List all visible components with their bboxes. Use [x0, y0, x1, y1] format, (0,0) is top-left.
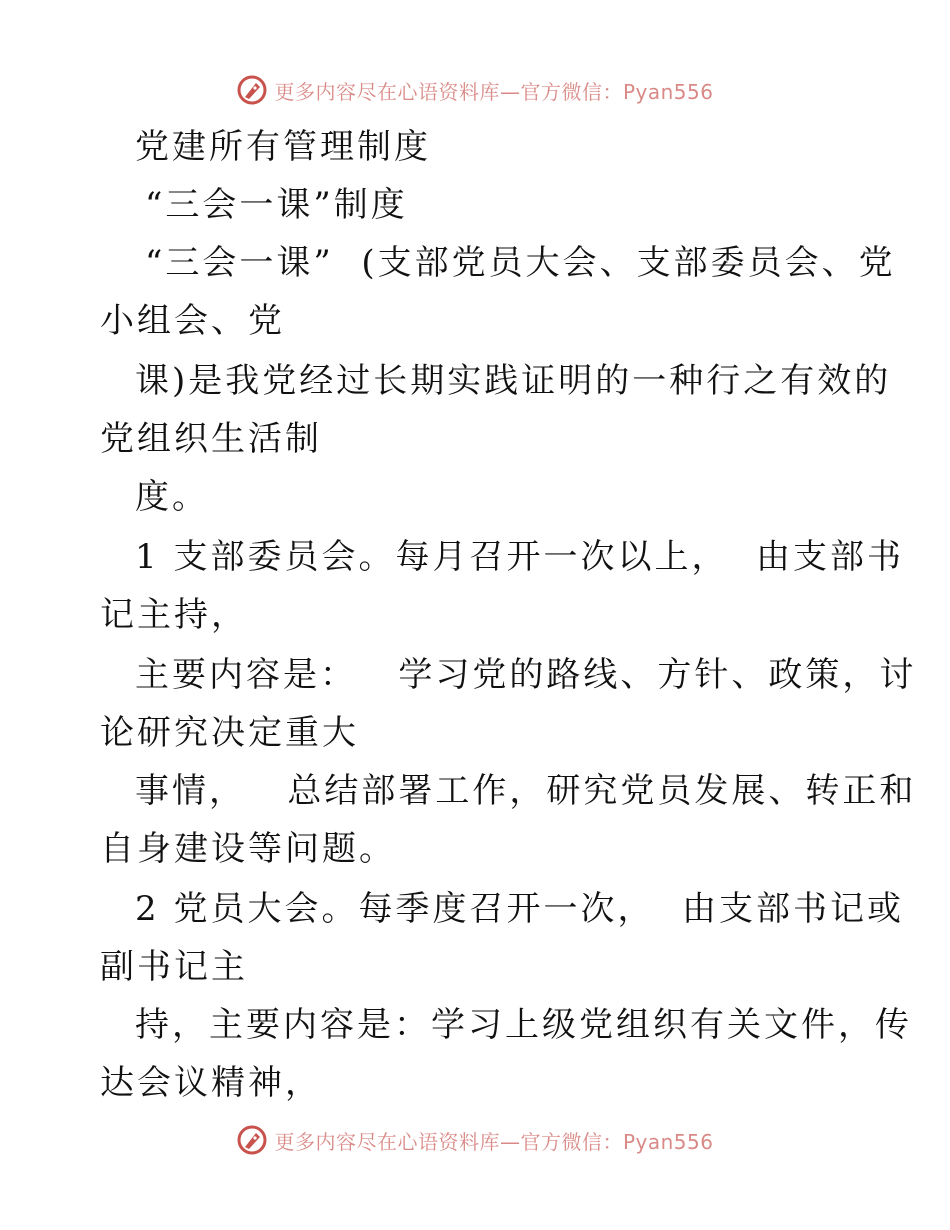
paragraph-line: 事情， 总结部署工作，研究党员发展、转正和: [135, 771, 917, 811]
paragraph-line: 持，主要内容是：学习上级党组织有关文件，传: [135, 1005, 912, 1045]
paragraph-line: 达会议精神，: [100, 1063, 322, 1103]
footer-watermark: [0, 1120, 950, 1160]
watermark-text: 更多内容尽在心语资料库—官方微信：Pyan556: [274, 1129, 714, 1154]
paragraph-line: 小组会、党: [100, 301, 285, 341]
paragraph-line: 记主持，: [100, 595, 248, 635]
paragraph-line: 主要内容是： 学习党的路线、方针、政策，讨: [135, 655, 917, 695]
paragraph-line: 党组织生活制: [100, 419, 322, 459]
paragraph-line: 论研究决定重大: [100, 713, 359, 753]
section-heading: “三会一课”制度: [145, 185, 408, 225]
pen-nib-logo-icon: [236, 1124, 268, 1156]
paragraph-line: “三会一课” (支部党员大会、支部委员会、党: [145, 243, 896, 283]
paragraph-line: 1 支部委员会。每月召开一次以上， 由支部书: [135, 537, 905, 577]
paragraph-line: 自身建设等问题。: [100, 829, 396, 869]
paragraph-line: 2 党员大会。每季度召开一次， 由支部书记或: [135, 889, 905, 929]
document-title: 党建所有管理制度: [135, 127, 431, 167]
paragraph-line: 课)是我党经过长期实践证明的一种行之有效的: [135, 361, 892, 401]
watermark-text: 更多内容尽在心语资料库—官方微信：Pyan556: [274, 79, 714, 104]
paragraph-line: 副书记主: [100, 947, 248, 987]
paragraph-line: 度。: [135, 477, 209, 517]
